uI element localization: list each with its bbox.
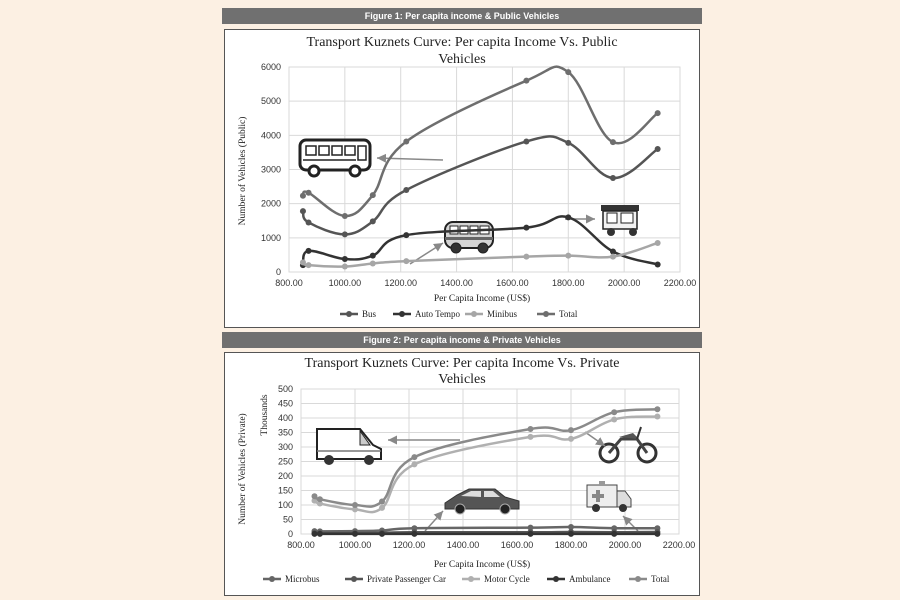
y-tick-label: 4000 <box>260 130 281 141</box>
data-point-ambulance <box>411 531 417 537</box>
series-line-microbus <box>315 527 658 531</box>
data-point-total <box>342 213 348 219</box>
data-point-total <box>300 193 306 199</box>
data-point-auto-tempo <box>565 214 571 220</box>
figure2-y-axis-label: Number of Vehicles (Private) <box>238 413 248 525</box>
data-point-motor-cycle <box>528 434 534 440</box>
legend-marker-auto-tempo <box>399 311 405 317</box>
figure1-y-axis-label: Number of Vehicles (Public) <box>238 116 248 226</box>
data-point-auto-tempo <box>610 249 616 255</box>
y-tick-label: 400 <box>277 413 293 423</box>
figure1-chart <box>225 30 699 327</box>
data-point-bus <box>300 208 306 214</box>
y-tick-label: 3000 <box>260 164 281 175</box>
figure2-chart-box <box>224 352 700 596</box>
y-tick-label: 150 <box>277 485 293 496</box>
x-tick-label: 1200.00 <box>384 278 417 288</box>
figure1-header: Figure 1: Per capita income & Public Vehicles <box>222 8 702 24</box>
y-tick-label: 250 <box>277 456 293 467</box>
y-tick-label: 0 <box>287 529 293 539</box>
data-point-bus <box>370 218 376 224</box>
legend-marker-microbus <box>269 576 275 582</box>
y-tick-label: 350 <box>277 427 293 438</box>
data-point-total <box>411 454 417 460</box>
data-point-ambulance <box>352 531 358 537</box>
auto-tempo-icon <box>601 205 639 236</box>
data-point-motor-cycle <box>411 461 417 467</box>
data-point-motor-cycle <box>654 414 660 420</box>
motorcycle-pointer-arrow <box>585 432 605 446</box>
data-point-minibus <box>370 260 376 266</box>
van-icon <box>317 429 381 465</box>
y-tick-label: 6000 <box>260 62 281 72</box>
y-tick-label: 0 <box>275 267 281 277</box>
legend-marker-total <box>543 311 549 317</box>
figure2-title-line2: Vehicles <box>438 372 486 387</box>
data-point-minibus <box>565 253 571 259</box>
data-point-total <box>568 427 574 433</box>
data-point-motor-cycle <box>568 436 574 442</box>
x-tick-label: 2000.00 <box>608 540 642 550</box>
data-point-auto-tempo <box>342 256 348 262</box>
data-point-ambulance <box>528 531 534 537</box>
figure2-chart <box>225 353 699 595</box>
x-tick-label: 800.00 <box>287 540 315 550</box>
legend-label-motor-cycle: Motor Cycle <box>484 574 530 584</box>
data-point-total <box>654 406 660 412</box>
x-tick-label: 1200.00 <box>392 540 426 550</box>
figure2-y-unit-label: Thousands <box>260 394 270 436</box>
y-tick-label: 2000 <box>260 198 281 209</box>
legend-label-minibus: Minibus <box>487 309 518 319</box>
y-tick-label: 5000 <box>260 96 281 107</box>
data-point-total <box>528 426 534 432</box>
x-tick-label: 2200.00 <box>663 278 697 288</box>
data-point-motor-cycle <box>611 416 617 422</box>
minibus-icon <box>445 222 493 253</box>
legend-marker-private-passenger-car <box>351 576 357 582</box>
legend-label-total: Total <box>651 574 670 584</box>
figure1-panel <box>222 8 702 326</box>
data-point-total <box>523 78 529 84</box>
data-point-ambulance <box>654 531 660 537</box>
data-point-total <box>611 409 617 415</box>
data-point-total <box>317 496 323 502</box>
x-tick-label: 1800.00 <box>552 278 585 288</box>
y-tick-label: 500 <box>277 384 293 394</box>
x-tick-label: 1400.00 <box>446 540 480 550</box>
x-tick-label: 1600.00 <box>496 278 529 288</box>
figure1-title-line1: Transport Kuznets Curve: Per capita Income Vs. Public <box>306 35 618 50</box>
legend-marker-minibus <box>471 311 477 317</box>
data-point-ambulance <box>317 531 323 537</box>
data-point-minibus <box>610 254 616 260</box>
legend-label-private-passenger-car: Private Passenger Car <box>367 574 446 584</box>
legend-marker-bus <box>346 311 352 317</box>
data-point-motor-cycle <box>379 505 385 511</box>
data-point-bus <box>306 219 312 225</box>
data-point-total <box>610 139 616 145</box>
figure1-x-axis-label: Per Capita Income (US$) <box>433 294 531 304</box>
data-point-auto-tempo <box>403 232 409 238</box>
figure1-chart-box <box>224 29 700 328</box>
x-tick-label: 1600.00 <box>500 540 534 550</box>
figure2-x-axis-label: Per Capita Income (US$) <box>433 560 531 570</box>
x-tick-label: 800.00 <box>275 278 303 288</box>
data-point-auto-tempo <box>370 253 376 259</box>
y-tick-label: 300 <box>277 442 293 452</box>
data-point-bus <box>610 175 616 181</box>
bus-icon <box>300 140 370 176</box>
x-tick-label: 1000.00 <box>328 278 362 288</box>
legend-marker-ambulance <box>553 576 559 582</box>
x-tick-label: 2200.00 <box>662 540 696 550</box>
data-point-auto-tempo <box>523 225 529 231</box>
legend-marker-motor-cycle <box>468 576 474 582</box>
data-point-ambulance <box>611 531 617 537</box>
y-tick-label: 450 <box>277 398 293 409</box>
data-point-total <box>306 190 312 196</box>
data-point-minibus <box>306 262 312 268</box>
y-tick-label: 1000 <box>260 232 281 243</box>
data-point-ambulance <box>379 531 385 537</box>
data-point-bus <box>403 187 409 193</box>
legend-marker-total <box>635 576 641 582</box>
car-icon <box>445 489 519 514</box>
data-point-total <box>352 502 358 508</box>
figure2-header: Figure 2: Per capita income & Private Vehicles <box>222 332 702 348</box>
data-point-bus <box>655 146 661 152</box>
legend-label-total: Total <box>559 309 578 319</box>
data-point-bus <box>565 140 571 146</box>
data-point-minibus <box>342 264 348 270</box>
figure2-panel <box>222 332 702 594</box>
data-point-total <box>655 110 661 116</box>
data-point-minibus <box>523 254 529 260</box>
data-point-total <box>370 192 376 198</box>
data-point-bus <box>342 231 348 237</box>
legend-label-microbus: Microbus <box>285 574 320 584</box>
data-point-minibus <box>403 258 409 264</box>
y-tick-label: 200 <box>277 471 293 481</box>
figure1-title-line2: Vehicles <box>438 52 486 67</box>
legend-label-auto-tempo: Auto Tempo <box>415 309 460 319</box>
x-tick-label: 1000.00 <box>338 540 372 550</box>
legend-label-ambulance: Ambulance <box>569 574 611 584</box>
figure2-title-line1: Transport Kuznets Curve: Per capita Income Vs. Private <box>304 356 620 371</box>
ambulance-icon <box>587 481 631 512</box>
data-point-minibus <box>655 240 661 246</box>
legend-label-bus: Bus <box>362 309 377 319</box>
data-point-total <box>379 499 385 505</box>
data-point-bus <box>523 138 529 144</box>
y-tick-label: 50 <box>282 514 293 525</box>
x-tick-label: 1800.00 <box>554 540 588 550</box>
data-point-total <box>403 138 409 144</box>
y-tick-label: 100 <box>277 500 293 510</box>
data-point-auto-tempo <box>655 261 661 267</box>
data-point-auto-tempo <box>306 248 312 254</box>
data-point-total <box>312 493 318 499</box>
bus-pointer-arrow <box>377 158 443 160</box>
data-point-ambulance <box>568 531 574 537</box>
data-point-total <box>565 69 571 75</box>
data-point-ambulance <box>312 531 318 537</box>
x-tick-label: 1400.00 <box>440 278 473 288</box>
x-tick-label: 2000.00 <box>607 278 641 288</box>
data-point-minibus <box>300 259 306 265</box>
